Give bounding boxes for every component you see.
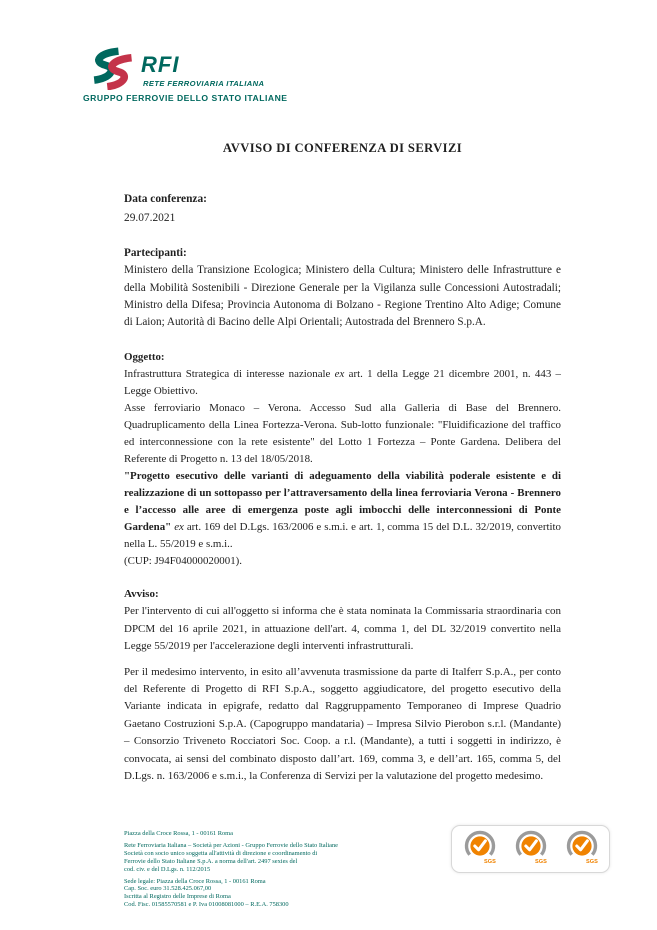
footer-legal-block <box>124 830 424 913</box>
footer-company-line: Ferrovie dello Stato Italiane S.p.A. a norma dell'art. 2497 sexies del <box>124 857 298 865</box>
logo-brand-subtitle: RETE FERROVIARIA ITALIANA <box>143 79 265 88</box>
footer-registry-line: Iscritta al Registro delle Imprese di Roma <box>124 893 231 901</box>
section-avviso <box>124 586 561 785</box>
oggetto-paragraph-3 <box>124 468 561 553</box>
document-body <box>124 0 561 930</box>
logo-brand-text: RFI <box>141 52 180 77</box>
section-partecipanti <box>124 245 561 331</box>
data-conferenza-label: Data conferenza: <box>124 193 207 205</box>
sgs-badge-label: SGS <box>534 859 547 865</box>
footer-company-group <box>124 842 424 874</box>
oggetto-p3-rest: art. 169 del D.Lgs. 163/2006 e s.m.i. e art. 1, comma 15 del D.L. 32/2019, convertito nella L. 55/2019 e s.m.i.. <box>124 521 562 550</box>
avviso-paragraph-1: Per l'intervento di cui all'oggetto si informa che è stata nominata la Commissaria straordinaria con DPCM del 16 aprile 2021, in attuazione dell'art. 4, comma 1, del DL 32/2019 convertito nella Legge 55/2019 per l'accelerazione degli interventi infrastrutturali. <box>124 605 561 653</box>
partecipanti-text: Ministero della Transizione Ecologica; Ministero della Cultura; Ministero delle Infrastrutture e della Mobilità Sostenibili - Direzione Generale per la Vigilanza sulle Concessioni Autostradali; Ministro della Difesa; Provincia Autonoma di Bolzano - Regione Trentino Alto Adige; Comune di Laion; Autorità di Bacino delle Alpi Orientali; Autostrada del Brennero S.p.A. <box>124 264 561 329</box>
certification-badges-box <box>451 825 610 873</box>
footer-registry-group <box>124 878 424 910</box>
footer-registry-line: Sede legale: Piazza della Croce Rossa, 1 - 00161 Roma <box>124 877 266 885</box>
section-oggetto <box>124 349 561 570</box>
footer-company-line: cod. civ. e del D.Lgs. n. 112/2015 <box>124 865 211 873</box>
sgs-badge-label: SGS <box>585 859 598 865</box>
oggetto-cup-code: (CUP: J94F04000020001). <box>124 555 242 567</box>
footer-company-line: Società con socio unico soggetta all'attività di direzione e coordinamento di <box>124 849 318 857</box>
sgs-certification-badge-icon <box>510 829 552 869</box>
footer-company-line: Rete Ferroviaria Italiana – Società per Azioni - Gruppo Ferrovie dello Stato Italiane <box>124 841 339 849</box>
logo-group-line: GRUPPO FERROVIE DELLO STATO ITALIANE <box>83 93 288 103</box>
sgs-badge-label: SGS <box>483 859 496 865</box>
avviso-label: Avviso: <box>124 588 159 600</box>
oggetto-label: Oggetto: <box>124 351 165 363</box>
sgs-certification-badge-icon <box>561 829 603 869</box>
oggetto-p3-latin: ex <box>174 521 184 533</box>
footer-registry-line: Cod. Fisc. 01585570581 e P. Iva 01008081000 – R.E.A. 758300 <box>124 901 289 909</box>
sgs-certification-badge-icon <box>459 829 501 869</box>
footer-registry-line: Cap. Soc. euro 31.528.425.067,00 <box>124 885 212 893</box>
avviso-paragraph-2: Per il medesimo intervento, in esito all’avvenuta trasmissione da parte di Italferr S.p.A., per conto del Referente di Progetto di RFI S.p.A., soggetto aggiudicatore, del progetto esecutivo della Variante indicata in epigrafe, redatto dal Raggruppamento Temporaneo di Imprese Quadrio Gaetano Costruzioni S.p.A. (Capogruppo mandataria) – Impresa Silvio Pierobon s.r.l. (Mandante) – Consorzio Triveneto Rocciatori Soc. Coop. a r.l. (Mandante), a tutti i soggetti in indirizzo, è convocata, ai sensi del combinato disposto dall’art. 169, comma 3, e dell’art. 165, comma 5, del D.Lgs. n. 163/2006 e s.m.i., la Conferenza di Servizi per la valutazione del progetto medesimo. <box>124 665 561 783</box>
page-title: AVVISO DI CONFERENZA DI SERVIZI <box>222 141 463 155</box>
oggetto-p1-latin: ex <box>334 368 345 380</box>
oggetto-paragraph-1 <box>124 366 561 400</box>
oggetto-p1-text: Infrastruttura Strategica di interesse nazionale <box>124 368 335 380</box>
partecipanti-label: Partecipanti: <box>124 247 187 259</box>
footer-address: Piazza della Croce Rossa, 1 - 00161 Roma <box>124 830 233 837</box>
section-data-conferenza <box>124 190 561 228</box>
oggetto-paragraph-2: Asse ferroviario Monaco – Verona. Accesso Sud alla Galleria di Base del Brennero. Quadruplicamento della Linea Fortezza-Verona. Sub-lotto funzionale: "Fluidificazione del traffico ed interconnessione con la rete esistente" del Lotto 1 Fortezza – Ponte Gardena. Delibera del Referente di Progetto n. 13 del 18/05/2018. <box>124 402 561 465</box>
oggetto-p1-rest: art. 1 della Legge 21 dicembre 2001, n. 443 – Legge Obiettivo. <box>124 368 561 397</box>
data-conferenza-value: 29.07.2021 <box>124 211 176 224</box>
oggetto-p3-bold: "Progetto esecutivo delle varianti di adeguamento della viabilità poderale esistente e di realizzazione di un sottopasso per l’attraversamento della linea ferroviaria Verona - Brennero e l’accesso alle aree di emergenza poste agli imbocchi delle interconnessioni di Ponte Gardena" <box>124 470 561 533</box>
